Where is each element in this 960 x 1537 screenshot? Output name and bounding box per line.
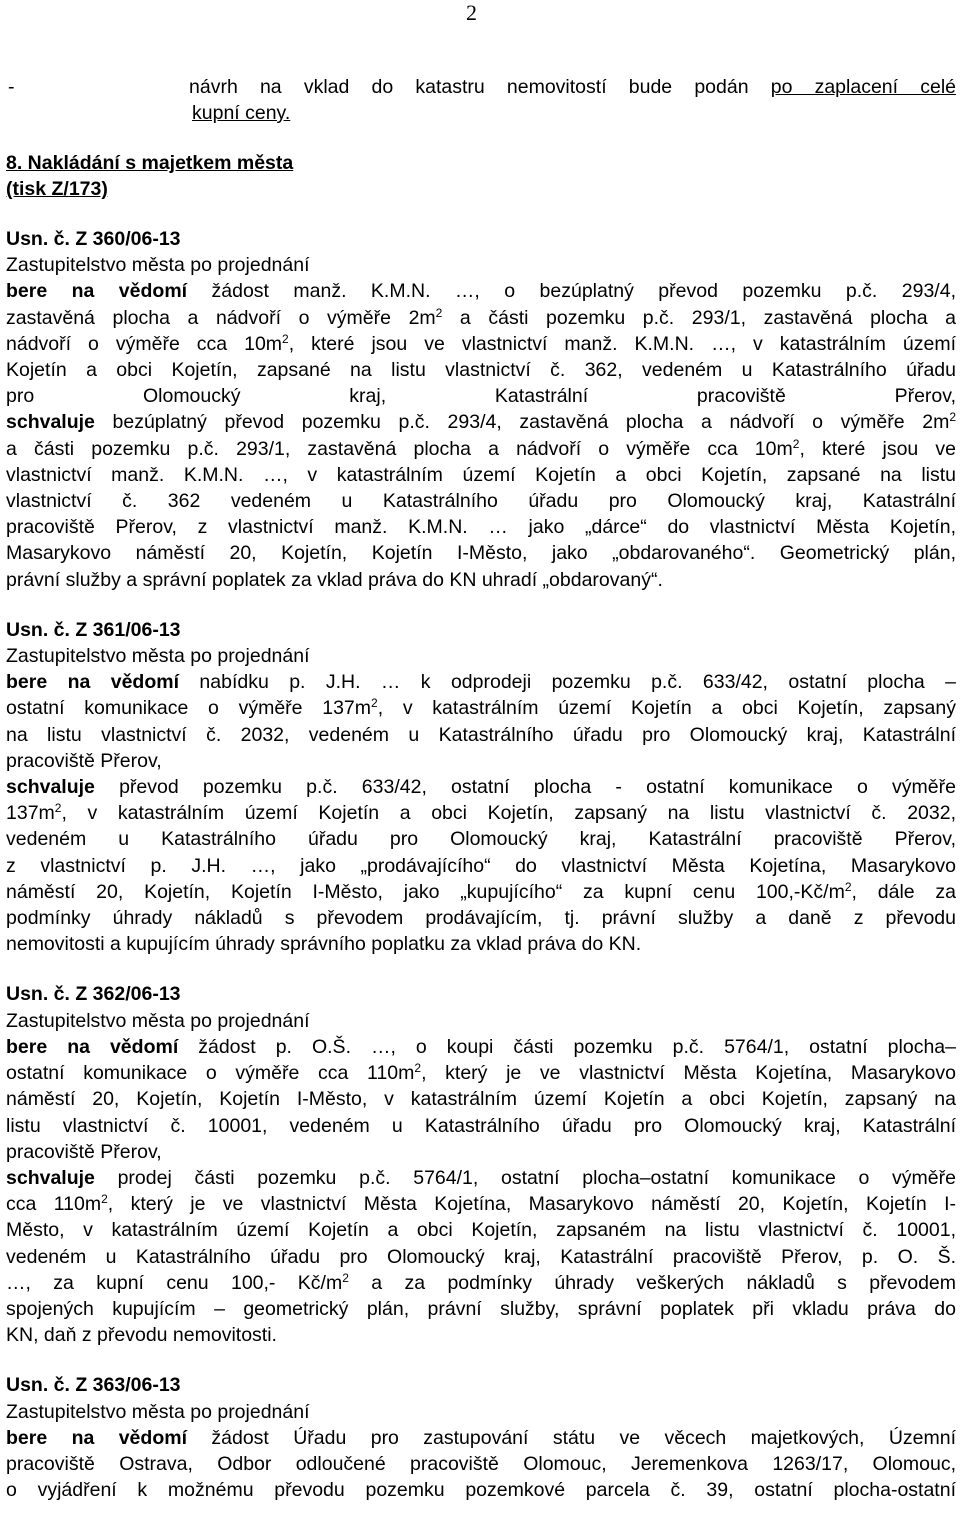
resolution-id: Usn. č. Z 363/06-13	[6, 1374, 181, 1397]
section-title: 8. Nakládání s majetkem města	[6, 152, 294, 174]
text-line	[6, 1191, 956, 1217]
line-text: , dále za	[851, 880, 957, 903]
text-line	[6, 774, 956, 800]
resolution-block	[6, 981, 956, 1348]
line-text: převod pozemku p.č. 633/42, ostatní plocha - ostatní komunikace o výměře	[94, 776, 956, 799]
text-line	[6, 1296, 956, 1322]
bullet-line-2: kupní ceny.	[192, 102, 291, 124]
text-line	[6, 540, 956, 566]
line-text: , které jsou ve	[799, 437, 957, 460]
text-line	[6, 462, 956, 488]
text-line	[6, 853, 956, 879]
superscript: 2	[54, 801, 62, 816]
line-text: pracoviště Ostrava, Odbor odloučené pracoviště Olomouc, Jeremenkova 1263/17, Olomouc,	[6, 1452, 956, 1475]
action-keyword: bere na vědomí	[6, 671, 180, 694]
resolution-block	[6, 617, 956, 958]
line-text: zastavěná plocha a nádvoří o výměře 2m	[6, 306, 436, 329]
text-line	[6, 1425, 956, 1451]
resolution-block	[6, 226, 956, 593]
line-text: ostatní komunikace o výměře 137m	[6, 697, 372, 720]
superscript: 2	[844, 879, 852, 894]
resolution-id: Usn. č. Z 361/06-13	[6, 618, 181, 641]
superscript: 2	[414, 1061, 422, 1076]
text-line	[6, 488, 956, 514]
line-text: Kojetín a obci Kojetín, zapsané na listu vlastnictví č. 362, vedeném u Katastrálního úřadu	[6, 359, 956, 382]
line-text: podmínky úhrady nákladů s převodem prodávajícím, tj. právní služby a daně z převodu	[6, 907, 956, 930]
superscript: 2	[342, 1270, 349, 1285]
line-text: žádost manž. K.M.N. …, o bezúplatný převod pozemku p.č. 293/4,	[187, 280, 956, 303]
text-line	[6, 1322, 956, 1348]
text-line	[6, 1034, 956, 1060]
text-line	[6, 1165, 956, 1191]
line-text: náměstí 20, Kojetín, Kojetín I-Město, v katastrálním území Kojetín a obci Kojetín, zapsaný na	[6, 1088, 956, 1111]
line-text: 137m	[6, 802, 55, 825]
action-keyword: schvaluje	[6, 411, 95, 434]
line-text: vedeném u Katastrálního úřadu pro Olomoucký kraj, Katastrální pracoviště Přerov, p. O. Š.	[6, 1245, 956, 1268]
bullet-item	[6, 74, 956, 126]
text-line	[6, 695, 956, 721]
line-text: ostatní komunikace o výměře cca 110m	[6, 1062, 415, 1085]
bullet-dash: -	[8, 76, 15, 98]
text-line	[6, 669, 956, 695]
resolution-board: Zastupitelstvo města po projednání	[6, 645, 310, 668]
line-text: , které jsou ve vlastnictví manž. K.M.N. …, v katastrálním území	[288, 332, 956, 355]
line-text: vlastnictví č. 362 vedeném u Katastrálního úřadu pro Olomoucký kraj, Katastrální	[6, 490, 956, 513]
text-line	[6, 357, 956, 383]
page-number: 2	[466, 0, 477, 25]
line-text: pracoviště Přerov, z vlastnictví manž. K.M.N. … jako „dárce“ do vlastnictví Města Kojetín,	[6, 516, 956, 539]
line-text: listu vlastnictví č. 10001, vedeném u Katastrálního úřadu pro Olomoucký kraj, Katastrální	[6, 1114, 956, 1137]
text-line	[6, 1270, 956, 1296]
text-line	[6, 1139, 956, 1165]
line-text: a části pozemku p.č. 293/1, zastavěná plocha a	[442, 306, 956, 329]
text-line	[6, 409, 956, 435]
resolution-id: Usn. č. Z 362/06-13	[6, 983, 181, 1006]
text-line	[6, 1477, 956, 1503]
action-keyword: bere na vědomí	[6, 1426, 187, 1449]
line-text: nabídku p. J.H. … k odprodeji pozemku p.č. 633/42, ostatní plocha –	[179, 671, 956, 694]
line-text: pracoviště Přerov,	[6, 749, 162, 772]
line-text: náměstí 20, Kojetín, Kojetín I-Město, jako „kupujícího“ za kupní cenu 100,-Kč/m	[6, 880, 845, 903]
bullet-line-1: návrh na vklad do katastru nemovitostí bude podán po zaplacení celé	[189, 76, 956, 98]
resolution-board: Zastupitelstvo města po projednání	[6, 1009, 310, 1032]
line-text: , který je ve vlastnictví Města Kojetína, Masarykovo náměstí 20, Kojetín, Kojetín I-	[107, 1193, 956, 1216]
line-text: žádost Úřadu pro zastupování státu ve věcech majetkových, Územní	[187, 1426, 956, 1449]
text-line	[6, 1451, 956, 1477]
line-text: na listu vlastnictví č. 2032, vedeném u Katastrálního úřadu pro Olomoucký kraj, Katastrální	[6, 723, 956, 746]
line-text: z vlastnictví p. J.H. …, jako „prodávajícího“ do vlastnictví Města Kojetína, Masarykovo	[6, 854, 956, 877]
action-keyword: bere na vědomí	[6, 1035, 179, 1058]
superscript: 2	[371, 696, 378, 711]
resolution-board: Zastupitelstvo města po projednání	[6, 1400, 310, 1423]
superscript: 2	[949, 410, 956, 425]
line-text: právní služby a správní poplatek za vklad práva do KN uhradí „obdarovaný“.	[6, 568, 663, 591]
action-keyword: schvaluje	[6, 1166, 95, 1189]
resolution-id: Usn. č. Z 360/06-13	[6, 228, 181, 250]
superscript: 2	[282, 331, 289, 346]
line-text: a části pozemku p.č. 293/1, zastavěná plocha a nádvoří o výměře cca 10m	[6, 437, 793, 460]
superscript: 2	[792, 436, 800, 451]
text-line	[6, 748, 956, 774]
line-text: nádvoří o výměře cca 10m	[6, 332, 283, 355]
action-keyword: schvaluje	[6, 776, 95, 799]
superscript: 2	[435, 305, 443, 320]
line-text: Město, v katastrálním území Kojetín a obci Kojetín, zapsaném na listu vlastnictví č. 10001,	[6, 1219, 956, 1242]
line-text: vedeném u Katastrálního úřadu pro Olomoucký kraj, Katastrální pracoviště Přerov,	[6, 828, 956, 851]
text-line	[6, 1217, 956, 1243]
line-text: , v katastrálním území Kojetín a obci Kojetín, zapsaný	[377, 697, 956, 720]
text-line	[6, 800, 956, 826]
line-text: bezúplatný převod pozemku p.č. 293/4, zastavěná plocha a nádvoří o výměře 2m	[94, 411, 950, 434]
text-line	[6, 567, 956, 593]
line-text: cca 110m	[6, 1193, 102, 1216]
line-text: pracoviště Přerov,	[6, 1140, 162, 1163]
text-line	[6, 722, 956, 748]
line-text: KN, daň z převodu nemovitosti.	[6, 1324, 277, 1347]
document-body	[6, 74, 956, 1503]
text-line	[6, 905, 956, 931]
superscript: 2	[101, 1192, 108, 1207]
action-keyword: bere na vědomí	[6, 280, 188, 303]
text-line	[6, 1244, 956, 1270]
line-text: vlastnictví manž. K.M.N. …, v katastrálním území Kojetín a obci Kojetín, zapsané na listu	[6, 463, 956, 486]
resolution-block	[6, 1372, 956, 1503]
line-text: pro Olomoucký kraj, Katastrální pracoviště Přerov,	[6, 385, 956, 408]
resolutions-list	[6, 226, 956, 1503]
line-text: o vyjádření k možnému převodu pozemku pozemkové parcela č. 39, ostatní plocha-ostatní	[6, 1479, 956, 1502]
line-text: , v katastrálním území Kojetín a obci Kojetín, zapsaný na listu vlastnictví č. 2032,	[61, 802, 956, 825]
text-line	[6, 436, 956, 462]
text-line	[6, 278, 956, 304]
section-subtitle: (tisk Z/173)	[6, 178, 108, 200]
line-text: a za podmínky úhrady veškerých nákladů s převodem	[348, 1271, 957, 1294]
text-line	[6, 879, 956, 905]
line-text: , který je ve vlastnictví Města Kojetína, Masarykovo	[421, 1062, 956, 1085]
text-line	[6, 931, 956, 957]
line-text: …, za kupní cenu 100,- Kč/m	[6, 1271, 343, 1294]
section-heading	[6, 150, 956, 202]
line-text: nemovitosti a kupujícím úhrady správního poplatku za vklad práva do KN.	[6, 933, 642, 956]
line-text: žádost p. O.Š. …, o koupi části pozemku p.č. 5764/1, ostatní plocha–	[178, 1035, 956, 1058]
text-line	[6, 305, 956, 331]
text-line	[6, 1086, 956, 1112]
line-text: prodej části pozemku p.č. 5764/1, ostatní plocha–ostatní komunikace o výměře	[94, 1166, 956, 1189]
text-line	[6, 383, 956, 409]
text-line	[6, 1113, 956, 1139]
resolution-board: Zastupitelstvo města po projednání	[6, 254, 310, 277]
text-line	[6, 1060, 956, 1086]
line-text: spojených kupujícím – geometrický plán, právní služby, správní poplatek při vkladu práva do	[6, 1297, 956, 1320]
line-text: Masarykovo náměstí 20, Kojetín, Kojetín I-Město, jako „obdarovaného“. Geometrický plán,	[6, 542, 956, 565]
text-line	[6, 331, 956, 357]
text-line	[6, 514, 956, 540]
text-line	[6, 826, 956, 852]
